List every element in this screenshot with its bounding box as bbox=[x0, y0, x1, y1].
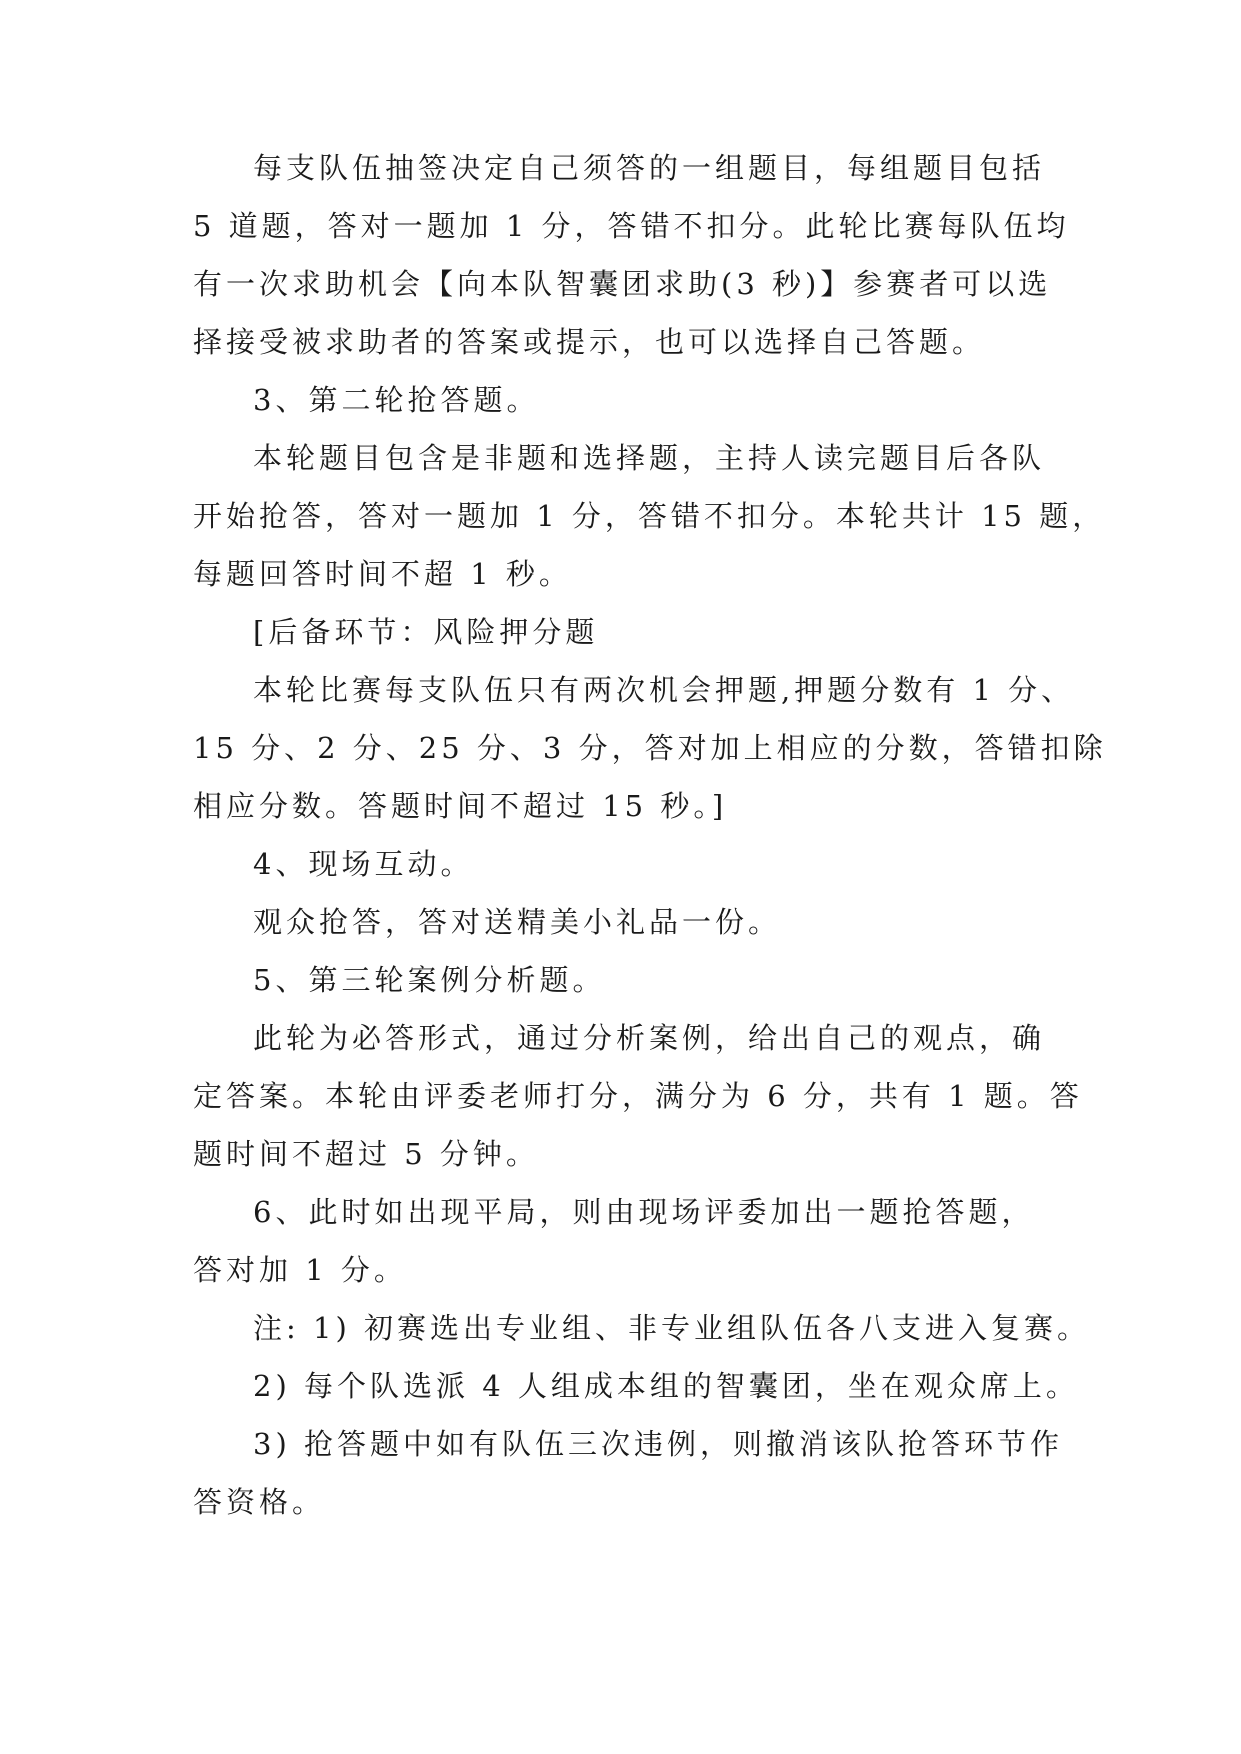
paragraph-line: 15 分、2 分、25 分、3 分，答对加上相应的分数，答错扣除 bbox=[193, 731, 1107, 765]
paragraph-line: 题时间不超过 5 分钟。 bbox=[193, 1137, 539, 1171]
note-line: 2) 每个队选派 4 人组成本组的智囊团，坐在观众席上。 bbox=[253, 1369, 1079, 1403]
note-line: 3) 抢答题中如有队伍三次违例，则撤消该队抢答环节作 bbox=[253, 1427, 1063, 1461]
paragraph-line: 答对加 1 分。 bbox=[193, 1253, 407, 1287]
paragraph-line: 相应分数。答题时间不超过 15 秒。] bbox=[193, 789, 728, 823]
paragraph-line: 观众抢答，答对送精美小礼品一份。 bbox=[253, 905, 782, 939]
paragraph-line: 本轮题目包含是非题和选择题，主持人读完题目后各队 bbox=[253, 441, 1046, 475]
section-heading: [后备环节：风险押分题 bbox=[253, 615, 599, 649]
section-heading: 4、现场互动。 bbox=[253, 847, 474, 881]
paragraph-line: 择接受被求助者的答案或提示，也可以选择自己答题。 bbox=[193, 325, 986, 359]
paragraph-line: 每题回答时间不超 1 秒。 bbox=[193, 557, 572, 591]
paragraph-line: 每支队伍抽签决定自己须答的一组题目，每组题目包括 bbox=[253, 151, 1046, 185]
paragraph-line: 开始抢答，答对一题加 1 分，答错不扣分。本轮共计 15 题， bbox=[193, 499, 1106, 533]
section-heading: 3、第二轮抢答题。 bbox=[253, 383, 540, 417]
section-heading: 5、第三轮案例分析题。 bbox=[253, 963, 606, 997]
note-line: 答资格。 bbox=[193, 1485, 326, 1519]
paragraph-line: 定答案。本轮由评委老师打分，满分为 6 分，共有 1 题。答 bbox=[193, 1079, 1083, 1113]
paragraph-line: 此轮为必答形式，通过分析案例，给出自己的观点，确 bbox=[253, 1021, 1046, 1055]
paragraph-line: 有一次求助机会【向本队智囊团求助(3 秒)】参赛者可以选 bbox=[193, 267, 1052, 301]
section-heading: 6、此时如出现平局，则由现场评委加出一题抢答题， bbox=[253, 1195, 1035, 1229]
paragraph-line: 本轮比赛每支队伍只有两次机会押题,押题分数有 1 分、 bbox=[253, 673, 1075, 707]
paragraph-line: 5 道题，答对一题加 1 分，答错不扣分。此轮比赛每队伍均 bbox=[193, 209, 1070, 243]
note-line: 注: 1) 初赛选出专业组、非专业组队伍各八支进入复赛。 bbox=[253, 1311, 1090, 1345]
